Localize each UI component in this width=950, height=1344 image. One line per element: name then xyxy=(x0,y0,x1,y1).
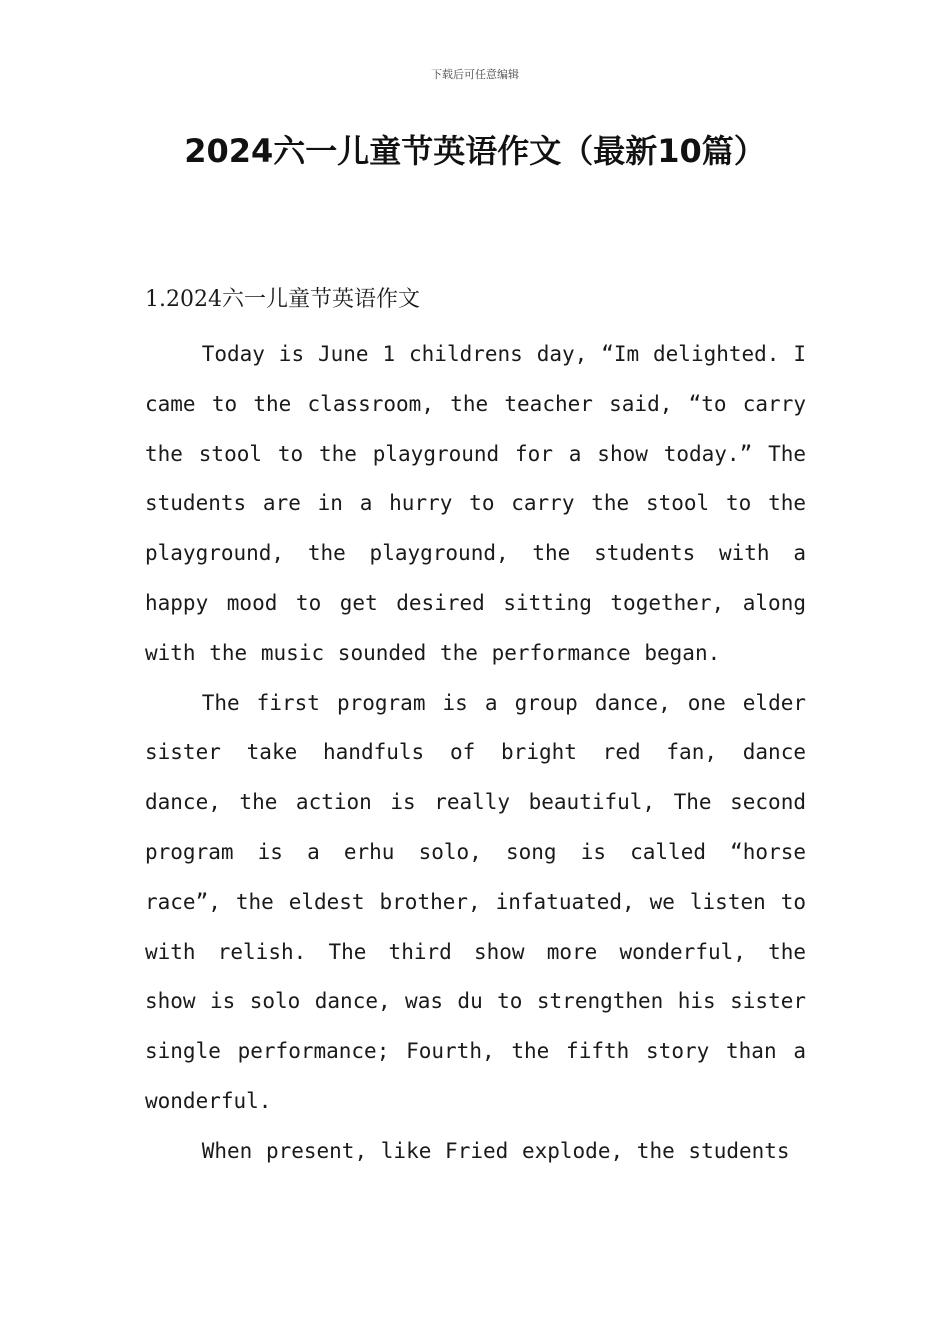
paragraph-1: Today is June 1 childrens day, “Im delighted. I came to the classroom, the teacher said, “to carry the stool to the playground for a show today.” The students are in a hurry to carry the stool to the playground, the playground, the students with a happy mood to get desired sitting together, along with the music sounded the performance began. xyxy=(145,342,806,665)
paragraph-2: The first program is a group dance, one elder sister take handfuls of bright red fan, dance dance, the action is really beautiful, The second program is a erhu solo, song is called “horse race”, the eldest brother, infatuated, we listen to with relish. The third show more wonderful, the show is solo dance, was du to strengthen his sister single performance; Fourth, the fifth story than a wonderful. xyxy=(145,690,806,1113)
page-header-note: 下载后可任意编辑 xyxy=(431,68,519,81)
document-title: 2024六一儿童节英语作文（最新10篇） xyxy=(184,132,766,170)
document-body xyxy=(145,280,806,1177)
section-heading: 1.2024六一儿童节英语作文 xyxy=(145,287,420,312)
paragraph-3: When present, like Fried explode, the students xyxy=(201,1138,790,1163)
